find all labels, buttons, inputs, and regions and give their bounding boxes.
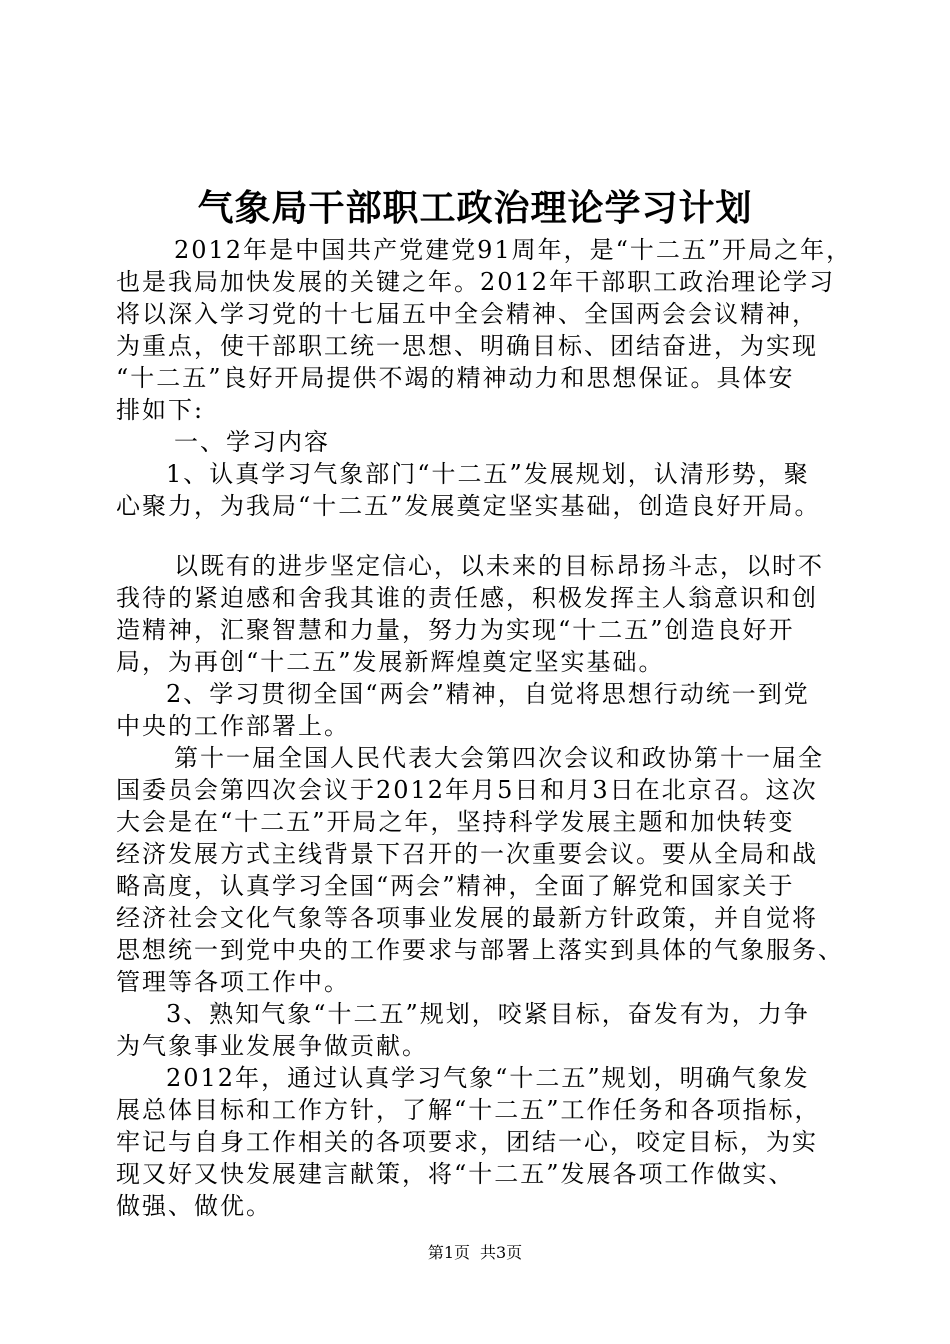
document-title: 气象局干部职工政治理论学习计划 [197,187,753,229]
page-number: 第1页 [427,1243,470,1262]
paragraph-line: 国委员会第四次会议于2012年月5日和月3日在北京召。这次 [116,776,818,804]
paragraph-line: 展总体目标和工作方针，了解“十二五”工作任务和各项指标， [116,1096,821,1124]
paragraph-line: 也是我局加快发展的关键之年。2012年干部职工政治理论学习 [116,268,836,296]
paragraph-line: 现又好又快发展建言献策，将“十二五”发展各项工作做实、 [116,1160,795,1188]
paragraph-line: 大会是在“十二五”开局之年，坚持科学发展主题和加快转变 [116,808,795,836]
paragraph-line: 为气象事业发展争做贡献。 [116,1032,428,1060]
paragraph-line: 我待的紧迫感和舍我其谁的责任感，积极发挥主人翁意识和创 [116,584,818,612]
paragraph-line: 经济发展方式主线背景下召开的一次重要会议。要从全局和战 [116,840,818,868]
paragraph-line: 为重点，使干部职工统一思想、明确目标、团结奋进，为实现 [116,332,818,360]
paragraph-line: 第十一届全国人民代表大会第四次会议和政协第十一届全 [174,744,824,772]
paragraph-gap [116,522,856,550]
paragraph-line: 心聚力，为我局“十二五”发展奠定坚实基础，创造良好开局。 [116,492,821,520]
section-heading: 一、学习内容 [174,428,330,456]
page-footer [0,1242,950,1264]
paragraph-line: 将以深入学习党的十七届五中全会精神、全国两会会议精神， [116,300,818,328]
paragraph-line: 牢记与自身工作相关的各项要求，团结一心，咬定目标，为实 [116,1128,818,1156]
paragraph-line: 经济社会文化气象等各项事业发展的最新方针政策，并自觉将 [116,904,818,932]
paragraph-line: 2012年是中国共产党建党91周年，是“十二五”开局之年， [174,236,853,264]
paragraph-line: 局，为再创“十二五”发展新辉煌奠定坚实基础。 [116,648,665,676]
paragraph-line: 思想统一到党中央的工作要求与部署上落实到具体的气象服务、 [116,936,844,964]
paragraph-line: 做强、做优。 [116,1192,272,1220]
paragraph-line: “十二五”良好开局提供不竭的精神动力和思想保证。具体安 [116,364,795,392]
document-body [116,234,856,1222]
paragraph-line: 2012年，通过认真学习气象“十二五”规划，明确气象发 [166,1064,810,1092]
paragraph-line: 1、认真学习气象部门“十二五”发展规划，认清形势，聚 [166,460,810,488]
paragraph-line: 2、学习贯彻全国“两会”精神，自觉将思想行动统一到党 [166,680,810,708]
paragraph-line: 略高度，认真学习全国“两会”精神，全面了解党和国家关于 [116,872,795,900]
paragraph-line: 3、熟知气象“十二五”规划，咬紧目标，奋发有为，力争 [166,1000,810,1028]
paragraph-line: 管理等各项工作中。 [116,968,350,996]
paragraph-line: 排如下: [116,396,205,424]
paragraph-line: 以既有的进步坚定信心，以未来的目标昂扬斗志，以时不 [174,552,824,580]
page-total: 共3页 [480,1243,523,1262]
paragraph-line: 中央的工作部署上。 [116,712,350,740]
paragraph-line: 造精神，汇聚智慧和力量，努力为实现“十二五”创造良好开 [116,616,795,644]
